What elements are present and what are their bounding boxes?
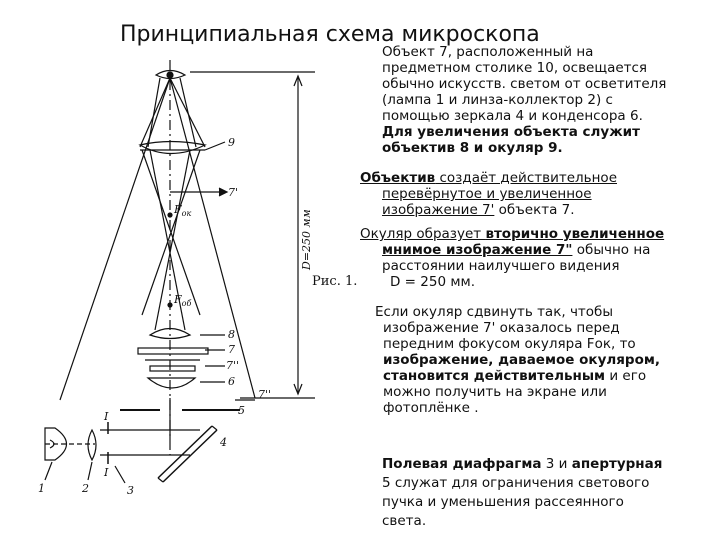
stage [138,348,208,354]
text-line: 5 служат для ограничения светового [382,475,650,491]
label-6: 6 [228,375,235,388]
focus-ob-label: $F_{об}$ [174,293,192,308]
text-line: Если окуляр сдвинуть так, чтобы [375,304,614,320]
marker-I-bottom: I [104,466,109,479]
text-line: объектив 8 и окуляр 9. [382,140,563,156]
text-line: пучка и уменьшения рассеянного [382,494,624,510]
text-line: Объект 7, расположенный на [382,44,594,60]
condenser-lens [148,378,195,388]
collector-lens [88,430,96,460]
text-block-1 [382,44,666,156]
page-title: Принципиальная схема микроскопа [120,22,540,47]
label-10-bound: 7'' [226,359,240,372]
text-line: Для увеличения объекта служит [382,124,640,140]
text-line: расстоянии наилучшего видения [382,258,620,274]
label-2: 2 [82,482,89,495]
text-line: мнимое изображение 7" обычно на [382,242,651,258]
label-1: 1 [38,482,45,495]
text-line: (лампа 1 и линза-коллектор 2) с [382,92,613,108]
marker-I-top: I [104,410,109,423]
text-block-3 [360,226,664,290]
label-7-prime: 7' [228,186,239,199]
text-block-2 [360,170,617,218]
label-7-double-prime: 7'' [258,388,272,401]
text-line: Окуляр образует вторично увеличенное [360,226,665,242]
label-8: 8 [228,328,235,341]
mirror [158,426,212,478]
text-line: Объектив создаёт действительное [360,170,617,186]
focus-ok-label: $F_{ок}$ [174,203,192,218]
text-line: фотоплёнке . [383,400,479,416]
text-line: обычно искусств. светом от осветителя [382,76,667,92]
text-line: света. [382,513,427,529]
text-line: изображение 7' оказалось перед [383,320,620,336]
label-7: 7 [228,343,235,356]
text-line: становится действительным и его [383,368,647,384]
text-line: помощью зеркала 4 и конденсора 6. [382,108,643,124]
text-line: предметном столике 10, освещается [382,60,648,76]
text-line: изображение, даваемое окуляром, [383,352,661,368]
label-9: 9 [228,136,235,149]
figure-caption: Рис. 1. [312,274,358,289]
label-3: 3 [127,484,134,497]
label-5: 5 [238,404,245,417]
label-4: 4 [220,436,227,449]
text-block-5 [382,455,662,531]
text-line: можно получить на экране или [383,384,607,400]
distance-label: D=250 мм [300,209,313,270]
text-line: D = 250 мм. [390,274,476,290]
text-line: перевёрнутое и увеличенное [382,186,592,202]
text-line: передним фокусом окуляра Fок, то [383,336,636,352]
text-block-4 [375,304,660,416]
text-line: изображение 7' объекта 7. [382,202,575,218]
text-line: Полевая диафрагма 3 и апертурная [382,456,663,472]
